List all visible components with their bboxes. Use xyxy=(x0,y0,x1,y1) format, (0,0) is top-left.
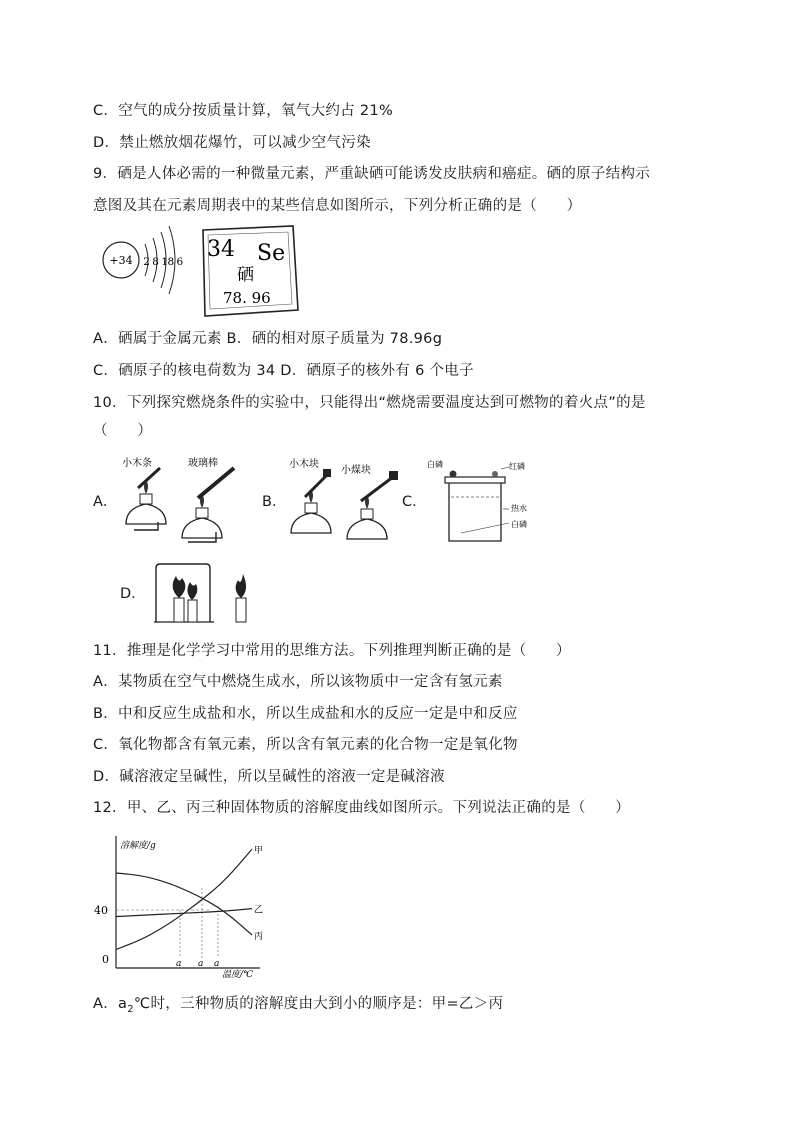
alcohol-lamp-left xyxy=(291,469,331,533)
label-hot-water: 热水 xyxy=(511,504,527,513)
option-a-subscript: 2 xyxy=(127,1003,134,1015)
label-small-wood-block: 小木块 xyxy=(289,459,319,470)
q10-figure-d xyxy=(152,560,262,625)
atomic-number: 34 xyxy=(207,237,235,262)
question-11-stem: 11．推理是化学学习中常用的思维方法。下列推理判断正确的是（ ） xyxy=(93,643,571,659)
question-9-option-ab: A．硒属于金属元素 B．硒的相对原子质量为 78.96g xyxy=(93,331,443,347)
y-tick-0: 0 xyxy=(102,953,109,966)
question-12-stem: 12．甲、乙、丙三种固体物质的溶解度曲线如图所示。下列说法正确的是（ ） xyxy=(93,800,631,816)
curve-1 xyxy=(116,849,252,949)
label-red-phosphorus: 红磷 xyxy=(509,462,525,471)
periodic-table-cell xyxy=(203,226,298,316)
question-12-option-a xyxy=(93,994,503,1020)
curve-label-3: 丙 xyxy=(254,932,264,942)
atomic-mass: 78. 96 xyxy=(223,289,271,307)
curve-label-2: 乙 xyxy=(254,905,264,916)
y-axis-label: 溶解度/g xyxy=(120,841,156,851)
q10-figure-c xyxy=(423,455,538,545)
element-name: 硒 xyxy=(237,265,254,285)
solubility-chart xyxy=(94,830,264,980)
curve-3 xyxy=(116,873,252,935)
q10-option-a-label: A． xyxy=(93,494,118,510)
label-small-stick: 小木条 xyxy=(122,458,152,469)
q10-option-b-label: B． xyxy=(262,494,287,510)
question-10-stem-1: 10．下列探究燃烧条件的实验中，只能得出“燃烧需要温度达到可燃物的着火点”的是 xyxy=(93,395,646,411)
label-white-phosphorus-top: 白磷 xyxy=(427,460,443,469)
alcohol-lamp-right xyxy=(182,468,234,542)
curve-label-1: 甲 xyxy=(254,846,264,857)
question-11-option-a: A．某物质在空气中燃烧生成水，所以该物质中一定含有氢元素 xyxy=(93,674,503,690)
question-11-option-b: B．中和反应生成盐和水，所以生成盐和水的反应一定是中和反应 xyxy=(93,706,518,722)
option-c-air-composition: C．空气的成分按质量计算，氧气大约占 21% xyxy=(93,103,394,119)
option-a-prefix: A．a xyxy=(93,996,128,1012)
question-11-option-d: D．碱溶液定呈碱性，所以呈碱性的溶液一定是碱溶液 xyxy=(93,769,445,785)
question-10-stem-2: （ ） xyxy=(93,423,153,439)
y-tick-40: 40 xyxy=(94,904,108,917)
selenium-figure xyxy=(95,224,315,324)
question-9-stem-2: 意图及其在元素周期表中的某些信息如图所示，下列分析正确的是（ ） xyxy=(93,198,582,214)
x-tick-a2: a xyxy=(198,959,204,969)
label-glass-rod: 玻璃棒 xyxy=(188,458,218,469)
nucleus-charge: +34 xyxy=(109,254,133,267)
label-white-phosphorus-bottom: 白磷 xyxy=(511,520,527,529)
alcohol-lamp-left xyxy=(126,468,166,530)
q10-figure-a xyxy=(118,452,248,547)
q10-option-d-label: D． xyxy=(120,586,146,602)
x-tick-a3: a xyxy=(214,959,220,969)
label-small-coal-block: 小煤块 xyxy=(341,465,371,476)
option-d-fireworks: D．禁止燃放烟花爆竹，可以减少空气污染 xyxy=(93,135,371,151)
atom-structure-diagram xyxy=(103,226,184,294)
q10-figure-b xyxy=(285,455,405,550)
option-a-text: ℃时，三种物质的溶解度由大到小的顺序是：甲=乙＞丙 xyxy=(133,996,504,1012)
x-tick-a1: a xyxy=(176,959,182,969)
question-11-option-c: C．氧化物都含有氧元素，所以含有氧元素的化合物一定是氧化物 xyxy=(93,737,518,753)
question-9-option-cd: C．硒原子的核电荷数为 34 D．硒原子的核外有 6 个电子 xyxy=(93,363,474,379)
question-9-stem-1: 9．硒是人体必需的一种微量元素，严重缺硒可能诱发皮肤病和癌症。硒的原子结构示 xyxy=(93,166,651,182)
element-symbol: Se xyxy=(257,241,286,266)
q10-option-c-label: C． xyxy=(402,494,427,510)
alcohol-lamp-right xyxy=(347,471,398,539)
electron-shells: 2 8 18 6 xyxy=(143,256,183,268)
x-axis-label: 温度/℃ xyxy=(222,970,254,980)
